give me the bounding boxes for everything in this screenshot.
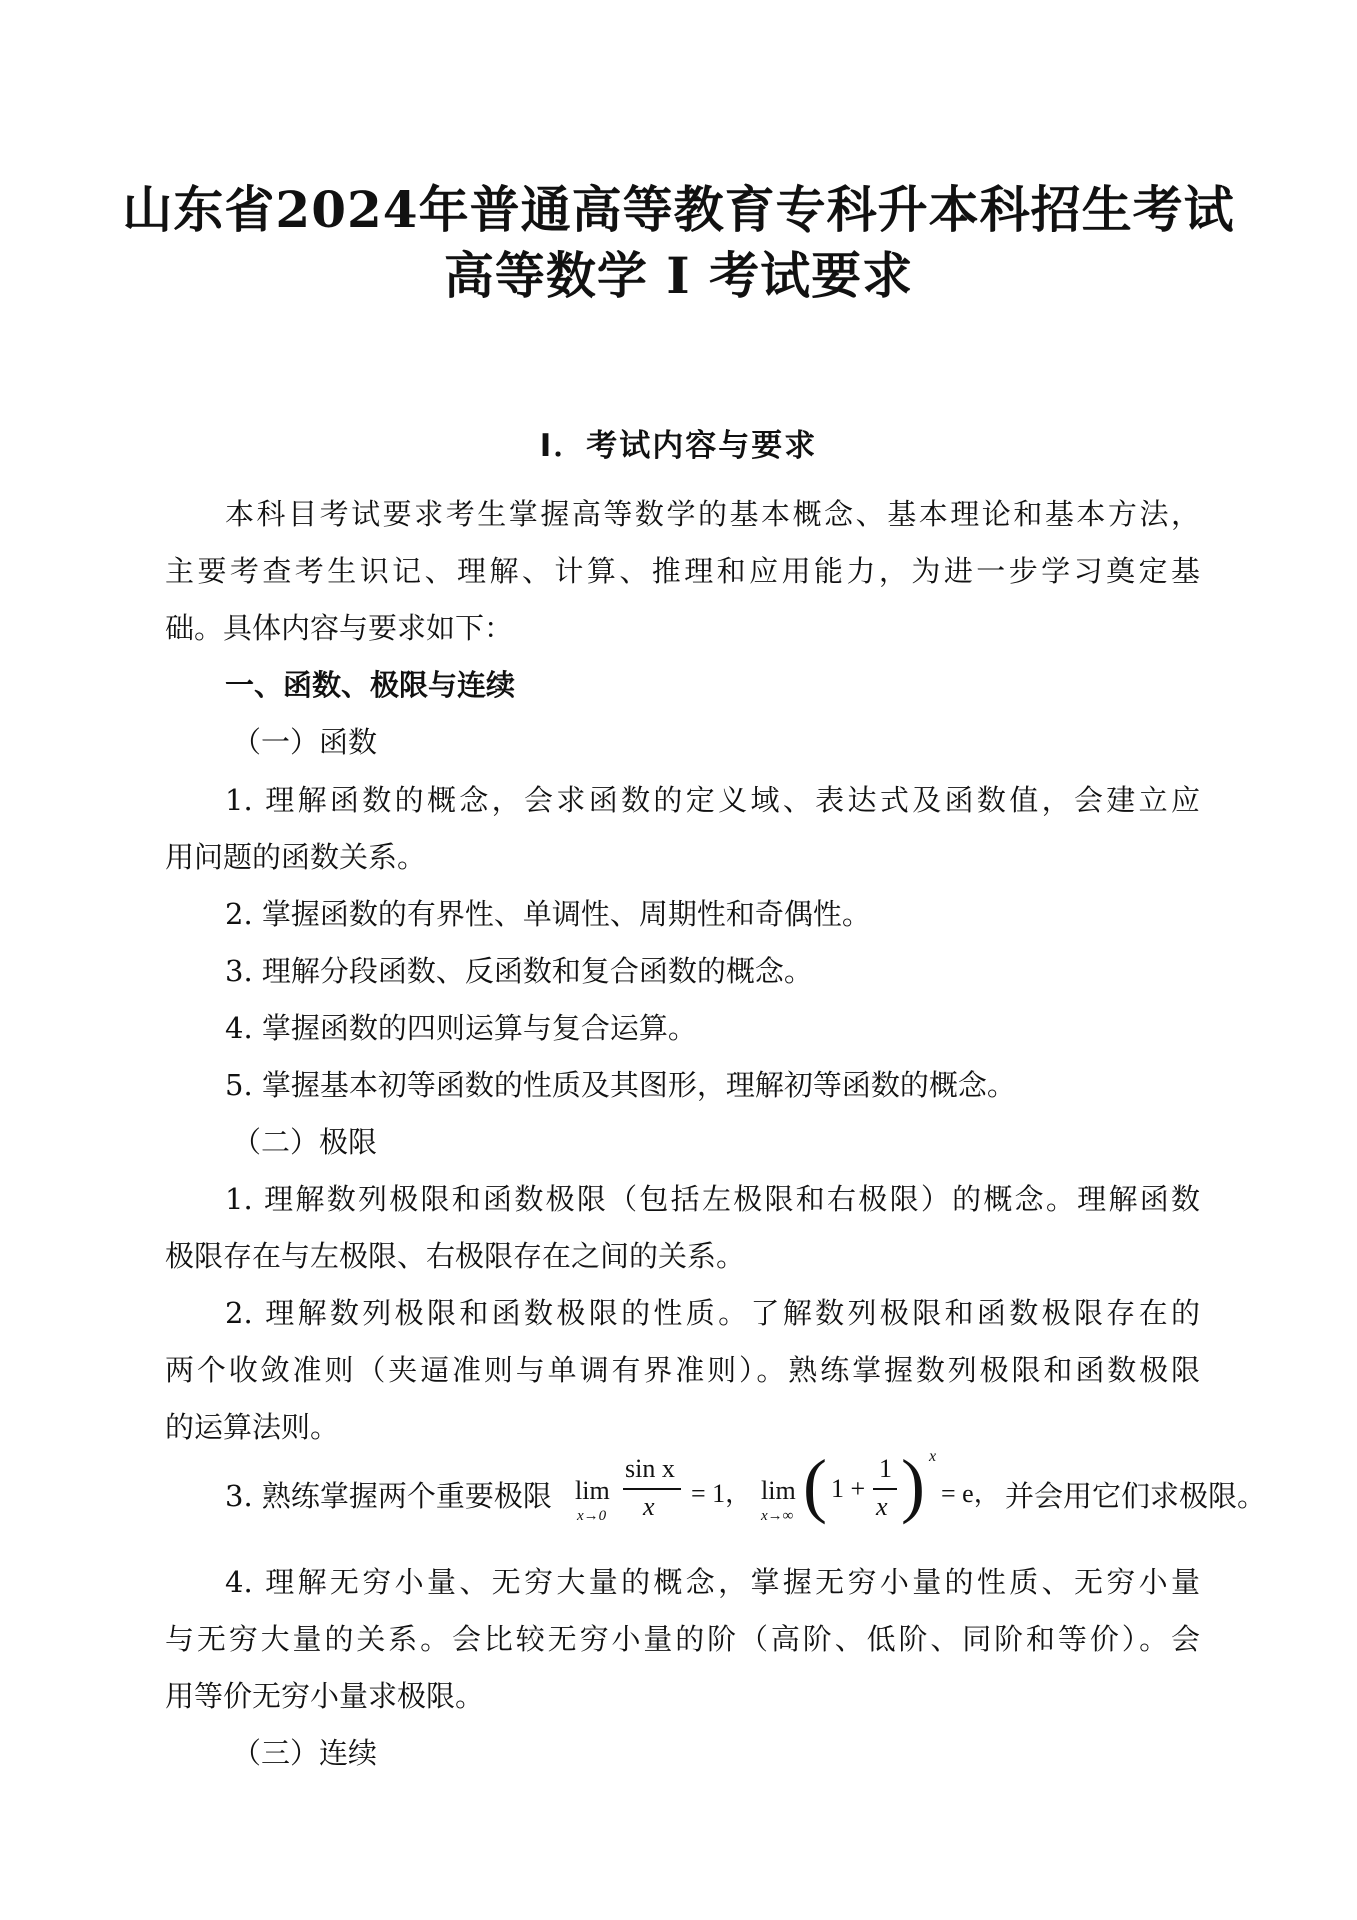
sub1-heading: （一）函数 — [232, 725, 378, 759]
list-item: 5. 掌握基本初等函数的性质及其图形，理解初等函数的概念。 — [225, 1068, 1016, 1102]
list-item: 4. 理解无穷小量、无穷大量的概念，掌握无穷小量的性质、无穷小量 — [225, 1565, 1200, 1599]
fraction-numerator: sin x — [625, 1454, 675, 1483]
equals-one: = 1， — [691, 1479, 752, 1508]
exponent: x — [929, 1448, 937, 1465]
list-item: 1. 理解函数的概念，会求函数的定义域、表达式及函数值，会建立应 — [225, 783, 1200, 817]
list-item: 2. 理解数列极限和函数极限的性质。了解数列极限和函数极限存在的 — [225, 1296, 1200, 1330]
important-limits-line — [225, 1445, 1267, 1532]
lim-subscript: x→∞ — [761, 1508, 794, 1524]
intro-line: 本科目考试要求考生掌握高等数学的基本概念、基本理论和基本方法， — [225, 497, 1200, 531]
list-item: 与无穷大量的关系。会比较无穷小量的阶（高阶、低阶、同阶和等价）。会 — [165, 1622, 1200, 1656]
lim-symbol: lim — [761, 1476, 796, 1505]
equals-e: = e， — [941, 1479, 1000, 1508]
list-item: 3. 理解分段函数、反函数和复合函数的概念。 — [225, 954, 813, 988]
list-item: 用等价无穷小量求极限。 — [165, 1679, 485, 1713]
fraction-denominator: x — [876, 1492, 888, 1521]
fraction-denominator: x — [643, 1492, 655, 1521]
list-item: 的运算法则。 — [165, 1410, 340, 1444]
list-item: 用问题的函数关系。 — [165, 840, 427, 874]
lim-symbol: lim — [575, 1476, 610, 1505]
fraction-bar — [623, 1488, 681, 1490]
list-item: 2. 掌握函数的有界性、单调性、周期性和奇偶性。 — [225, 897, 871, 931]
intro-line: 主要考查考生识记、理解、计算、推理和应用能力，为进一步学习奠定基 — [165, 554, 1200, 588]
left-paren: ( — [803, 1445, 827, 1525]
sub3-heading: （三）连续 — [232, 1736, 378, 1770]
sub2-heading: （二）极限 — [232, 1125, 378, 1159]
list-item: 1. 理解数列极限和函数极限（包括左极限和右极限）的概念。理解函数 — [225, 1182, 1200, 1216]
list-item: 极限存在与左极限、右极限存在之间的关系。 — [165, 1239, 746, 1273]
list-item: 两个收敛准则（夹逼准则与单调有界准则）。熟练掌握数列极限和函数极限 — [165, 1353, 1200, 1387]
fraction-numerator: 1 — [879, 1454, 892, 1483]
document-title-line1: 山东省2024年普通高等教育专科升本科招生考试 — [122, 180, 1235, 239]
item3-suffix: 并会用它们求极限。 — [1005, 1479, 1267, 1513]
lim-subscript: x→0 — [577, 1508, 607, 1524]
document-title-line2: 高等数学 I 考试要求 — [443, 246, 914, 305]
fraction-bar — [873, 1488, 897, 1490]
right-paren: ) — [901, 1445, 925, 1525]
intro-line: 础。具体内容与要求如下： — [165, 611, 514, 645]
part1-heading: 一、函数、极限与连续 — [225, 668, 516, 702]
one-plus: 1 + — [831, 1474, 866, 1503]
section-heading: I．考试内容与要求 — [539, 428, 818, 464]
item3-prefix: 3. 熟练掌握两个重要极限 — [225, 1479, 552, 1513]
list-item: 4. 掌握函数的四则运算与复合运算。 — [225, 1011, 697, 1045]
